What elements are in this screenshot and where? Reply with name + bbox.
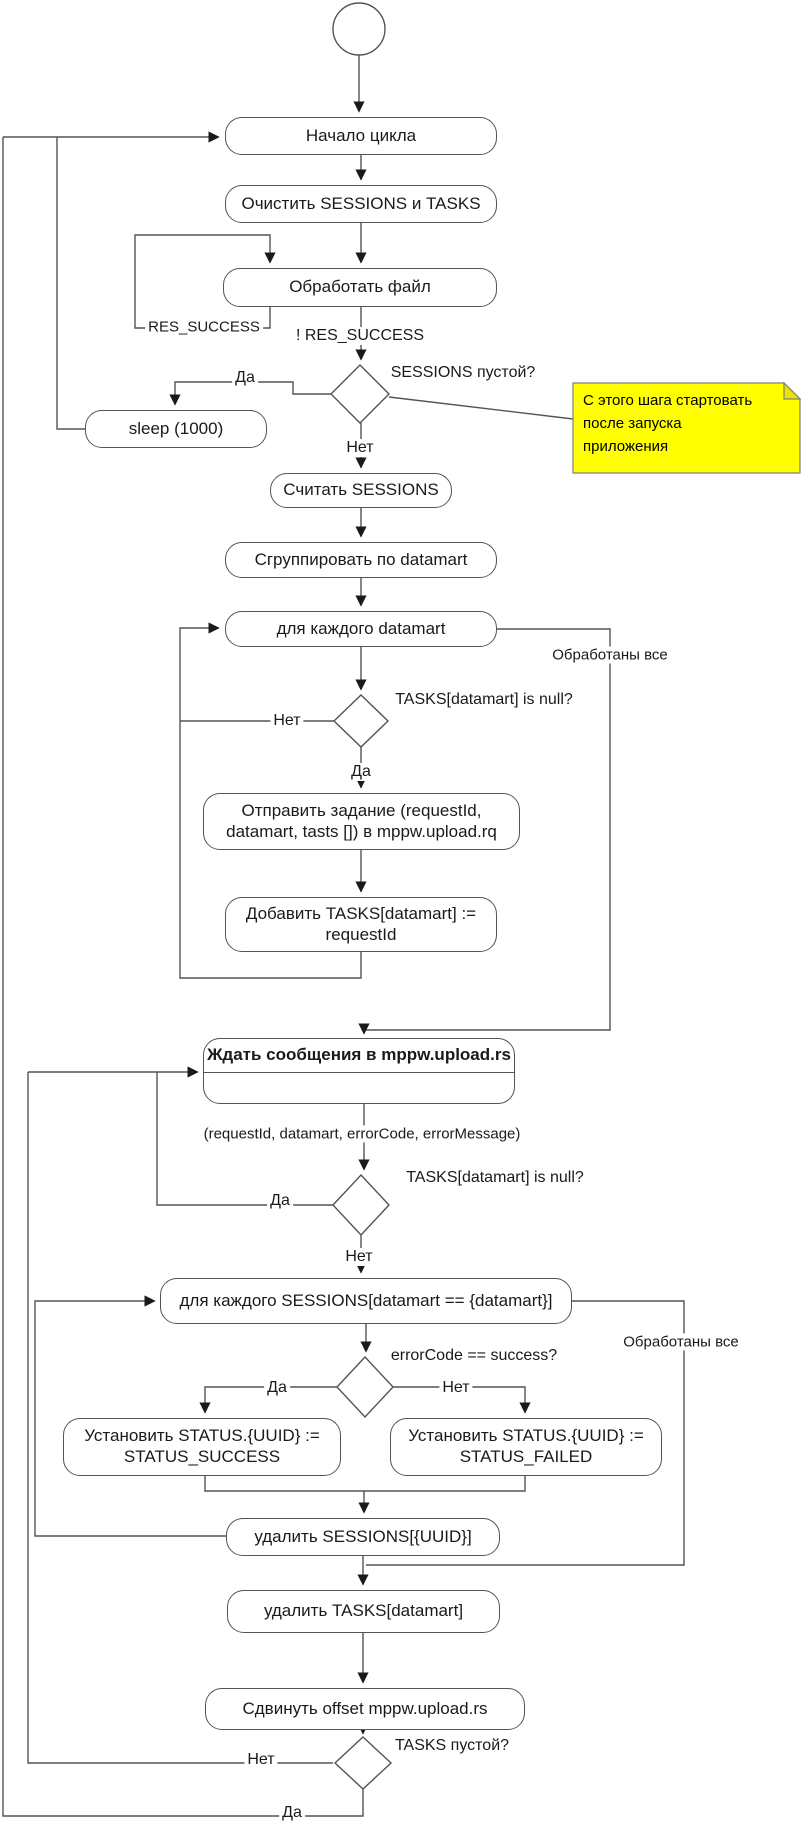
node-shift-offset [205,1688,525,1730]
node-sleep [85,410,267,448]
note-comment [583,390,788,458]
node-wait-message-body [204,1073,514,1103]
node-wait-message [203,1038,515,1104]
node-set-status-success [63,1418,341,1476]
node-label: для каждого datamart [276,618,446,638]
branch-label-d1-no: Нет [343,439,376,457]
node-label: Обработать файл [289,277,431,297]
node-read-sessions [270,473,452,508]
node-for-each-datamart [225,611,497,647]
edge-status-merge [205,1476,525,1491]
branch-label-d5-yes: Да [279,1804,305,1822]
node-set-status-failed [390,1418,662,1476]
edge-label-message-params: (requestId, datamart, errorCode, errorMessage) [201,1126,524,1143]
note-line: после запуска [583,414,682,432]
decision-tasks-null-1 [334,695,388,747]
edge-label-processed-all-2: Обработаны все [620,1334,741,1351]
node-label: Сдвинуть offset mppw.upload.rs [242,1698,488,1718]
note-line: С этого шага стартовать [583,392,753,409]
branch-label-d3-no: Нет [342,1248,375,1266]
node-label: удалить SESSIONS[{UUID}] [254,1526,472,1546]
decision-label-tasks-empty: TASKS пустой? [392,1737,512,1755]
decision-tasks-empty [335,1737,391,1789]
decision-label-tasks-null-1: TASKS[datamart] is null? [392,691,576,709]
branch-label-d5-no: Нет [244,1751,277,1769]
edge-note-connector [389,397,573,419]
decision-errorcode-success [337,1357,393,1417]
node-label: Добавить TASKS[datamart] := requestId [245,903,477,944]
decision-label-errorcode: errorCode == success? [388,1347,560,1365]
node-process-file [223,268,497,307]
decision-tasks-null-2 [333,1175,389,1235]
node-label: для каждого SESSIONS[datamart == {datamart}] [179,1290,553,1310]
edge-label-not-res-success: ! RES_SUCCESS [293,327,427,345]
node-label: sleep (1000) [128,418,224,438]
edge-sleep-return [57,137,85,429]
node-label: Считать SESSIONS [283,480,439,500]
note-line: приложения [583,437,669,455]
node-clear-sessions-tasks [225,185,497,223]
node-label: Отправить задание (requestId, datamart, tasts []) в mppw.upload.rq [226,800,497,841]
node-delete-tasks [227,1590,500,1633]
node-loop-start [225,117,497,155]
branch-label-d2-no: Нет [270,712,303,730]
branch-label-d1-yes: Да [232,369,258,387]
node-delete-sessions [226,1518,500,1556]
node-label: удалить TASKS[datamart] [263,1601,464,1621]
start-node [333,3,385,55]
node-label: Начало цикла [305,125,417,145]
node-label: Установить STATUS.{UUID} := STATUS_FAILED [408,1426,644,1466]
decision-label-sessions-empty: SESSIONS пустой? [388,364,539,382]
node-label: Ждать сообщения в mppw.upload.rs [204,1039,514,1073]
node-label: Сгруппировать по datamart [254,549,468,569]
branch-label-d3-yes: Да [267,1192,293,1210]
decision-label-tasks-null-2: TASKS[datamart] is null? [403,1169,587,1187]
node-send-task [203,793,520,850]
branch-label-d2-yes: Да [348,763,374,781]
edge-label-processed-all-1: Обработаны все [549,647,670,664]
branch-label-d4-yes: Да [264,1379,290,1397]
node-group-by-datamart [225,542,497,578]
node-add-task [225,897,497,952]
node-for-each-sessions [160,1278,572,1324]
branch-label-d4-no: Нет [439,1379,472,1397]
edge-label-res-success: RES_SUCCESS [145,319,263,336]
node-label: Очистить SESSIONS и TASKS [241,193,481,213]
decision-sessions-empty [331,365,389,423]
node-label: Установить STATUS.{UUID} := STATUS_SUCCESS [84,1426,320,1466]
